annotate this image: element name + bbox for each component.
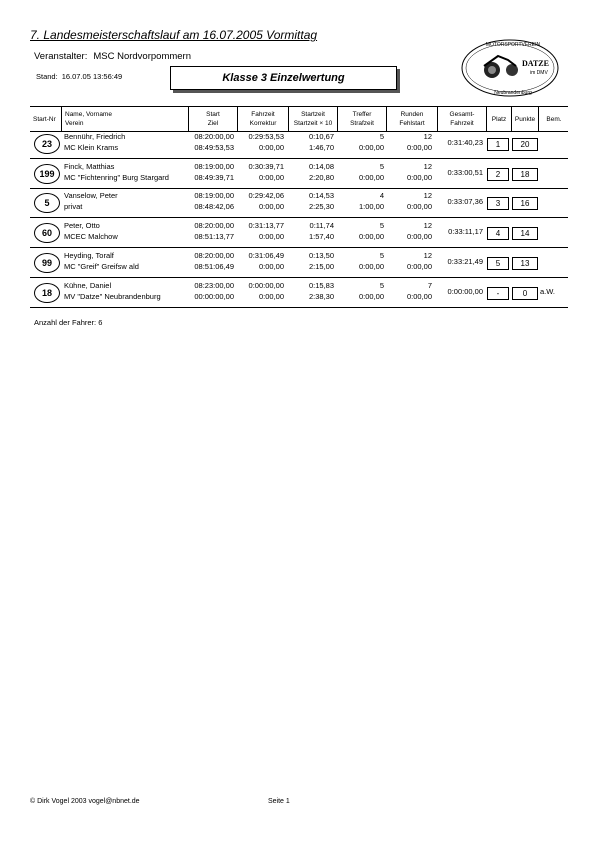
penalty-time: 0:00,00 xyxy=(358,173,384,182)
row-divider xyxy=(30,277,568,278)
status-timestamp xyxy=(36,72,122,81)
ride-time: 0:29:42,06 xyxy=(248,191,284,200)
start-number-badge: 60 xyxy=(34,223,60,243)
rider-club: MV "Datze" Neubrandenburg xyxy=(64,292,161,301)
table-row xyxy=(30,250,568,278)
points-box: 16 xyxy=(512,197,538,210)
header-fahrzeit xyxy=(237,107,288,131)
start-time: 08:20:00,00 xyxy=(194,132,234,141)
ride-time: 0:31:06,49 xyxy=(248,251,284,260)
ride-time: 0:30:39,71 xyxy=(248,162,284,171)
header-fahrzeit-line2: Korrektur xyxy=(249,120,277,127)
header-startnr: Start-Nr xyxy=(33,115,56,123)
false-start: 0:00,00 xyxy=(406,262,432,271)
points-box: 18 xyxy=(512,168,538,181)
finish-time: 08:49:39,71 xyxy=(194,173,234,182)
total-time: 0:33:00,51 xyxy=(447,168,483,177)
place-box: 1 xyxy=(487,138,509,151)
start-number-badge: 18 xyxy=(34,283,60,303)
header-gesamt xyxy=(437,107,486,131)
place-box: 2 xyxy=(487,168,509,181)
header-runden-line2: Fehlstart xyxy=(399,120,425,127)
total-time: 0:00:00,00 xyxy=(447,287,483,296)
start-time-penalty: 0:13,50 xyxy=(308,251,334,260)
rider-name: Heyding, Toralf xyxy=(64,251,114,260)
header-punkte: Punkte xyxy=(511,107,538,131)
organizer xyxy=(34,51,191,62)
correction-time: 0:00,00 xyxy=(258,143,284,152)
rider-name: Finck, Matthias xyxy=(64,162,115,171)
finish-time: 08:49:53,53 xyxy=(194,143,234,152)
start-time-x10: 2:15,00 xyxy=(308,262,334,271)
footer-page: Seite 1 xyxy=(268,798,290,805)
rider-name: Peter, Otto xyxy=(64,221,100,230)
table-row xyxy=(30,190,568,218)
table-row xyxy=(30,131,568,159)
logo-bottom-text: Neubrandenburg xyxy=(494,90,532,96)
laps: 12 xyxy=(423,191,432,200)
stand-label: Stand: xyxy=(36,72,58,81)
start-time: 08:23:00,00 xyxy=(194,281,234,290)
header-bem: Bem. xyxy=(538,107,569,131)
start-time-penalty: 0:10,67 xyxy=(308,132,334,141)
remark: a.W. xyxy=(540,287,556,296)
header-name-line1: Name, Vorname xyxy=(65,111,112,118)
place-box: - xyxy=(487,287,509,300)
table-row xyxy=(30,280,568,308)
start-time: 08:20:00,00 xyxy=(194,221,234,230)
laps: 7 xyxy=(427,281,432,290)
logo-top-text: MOTORSPORTVEREIN xyxy=(485,42,541,48)
header-gesamt-line1: Gesamt- xyxy=(449,111,475,118)
hits: 5 xyxy=(379,132,384,141)
header-startzeit xyxy=(288,107,337,131)
total-time: 0:33:07,36 xyxy=(447,197,483,206)
header-treffer xyxy=(337,107,386,131)
start-time-penalty: 0:15,83 xyxy=(308,281,334,290)
start-time-x10: 2:38,30 xyxy=(308,292,334,301)
false-start: 0:00,00 xyxy=(406,232,432,241)
start-time-x10: 1:46,70 xyxy=(308,143,334,152)
false-start: 0:00,00 xyxy=(406,292,432,301)
hits: 5 xyxy=(379,251,384,260)
organizer-label: Veranstalter: xyxy=(34,51,88,62)
svg-text:DATZE: DATZE xyxy=(522,59,549,68)
hits: 5 xyxy=(379,281,384,290)
header-platz: Platz xyxy=(486,107,511,131)
penalty-time: 0:00,00 xyxy=(358,262,384,271)
total-time: 0:31:40,23 xyxy=(447,138,483,147)
ride-time: 0:00:00,00 xyxy=(248,281,284,290)
finish-time: 00:00:00,00 xyxy=(194,292,234,301)
header-fahrzeit-line1: Fahrzeit xyxy=(251,111,275,118)
ride-time: 0:29:53,53 xyxy=(248,132,284,141)
header-startzeit-line1: Startzeit xyxy=(301,111,325,118)
hits: 5 xyxy=(379,162,384,171)
place-box: 4 xyxy=(487,227,509,240)
start-time-penalty: 0:14,08 xyxy=(308,162,334,171)
header-startzeit-line2: Startzeit × 10 xyxy=(293,120,333,127)
points-box: 13 xyxy=(512,257,538,270)
footer-copyright: © Dirk Vogel 2003 vogel@nbnet.de xyxy=(30,798,140,805)
laps: 12 xyxy=(423,162,432,171)
header-gesamt-line2: Fahrzeit xyxy=(450,120,474,127)
penalty-time: 0:00,00 xyxy=(358,232,384,241)
header-name-line2: Verein xyxy=(65,120,84,127)
place-box: 3 xyxy=(487,197,509,210)
start-number-badge: 5 xyxy=(34,193,60,213)
rider-count: Anzahl der Fahrer: 6 xyxy=(34,318,103,327)
total-time: 0:33:21,49 xyxy=(447,257,483,266)
logo-side-text: im DMV xyxy=(530,70,548,76)
header-runden xyxy=(386,107,437,131)
points-box: 20 xyxy=(512,138,538,151)
class-title: Klasse 3 Einzelwertung xyxy=(222,72,345,84)
row-divider xyxy=(30,307,568,308)
ride-time: 0:31:13,77 xyxy=(248,221,284,230)
rider-club: privat xyxy=(64,202,83,211)
start-number-badge: 199 xyxy=(34,164,60,184)
header-treffer-line1: Treffer xyxy=(352,111,372,118)
header-treffer-line2: Strafzeit xyxy=(350,120,374,127)
table-row xyxy=(30,220,568,248)
rider-club: MC Klein Krams xyxy=(64,143,119,152)
page-title: 7. Landesmeisterschaftslauf am 16.07.2005 Vormittag xyxy=(30,28,318,42)
hits: 4 xyxy=(379,191,384,200)
penalty-time: 0:00,00 xyxy=(358,143,384,152)
laps: 12 xyxy=(423,251,432,260)
start-time-x10: 1:57,40 xyxy=(308,232,334,241)
header-name xyxy=(61,107,189,131)
laps: 12 xyxy=(423,132,432,141)
correction-time: 0:00,00 xyxy=(258,173,284,182)
row-divider xyxy=(30,217,568,218)
table-header xyxy=(30,106,568,132)
correction-time: 0:00,00 xyxy=(258,262,284,271)
rider-club: MC "Greif" Greifsw ald xyxy=(64,262,139,271)
start-time: 08:20:00,00 xyxy=(194,251,234,260)
start-time-penalty: 0:11,74 xyxy=(309,221,334,230)
correction-time: 0:00,00 xyxy=(258,202,284,211)
rider-name: Bennühr, Friedrich xyxy=(64,132,126,141)
finish-time: 08:48:42,06 xyxy=(194,202,234,211)
hits: 5 xyxy=(379,221,384,230)
stand-value: 16.07.05 13:56:49 xyxy=(61,72,123,81)
rider-name: Kühne, Daniel xyxy=(64,281,112,290)
start-time: 08:19:00,00 xyxy=(194,162,234,171)
class-title-box xyxy=(170,66,397,90)
start-number-badge: 23 xyxy=(34,134,60,154)
header-start xyxy=(188,107,237,131)
points-box: 0 xyxy=(512,287,538,300)
laps: 12 xyxy=(423,221,432,230)
start-time-x10: 2:25,30 xyxy=(308,202,334,211)
finish-time: 08:51:13,77 xyxy=(194,232,234,241)
header-runden-line1: Runden xyxy=(400,111,424,118)
total-time: 0:33:11,17 xyxy=(448,227,483,236)
rider-club: MC "Fichtenring" Burg Stargard xyxy=(64,173,169,182)
place-box: 5 xyxy=(487,257,509,270)
rider-club: MCEC Malchow xyxy=(64,232,118,241)
organizer-value: MSC Nordvorpommern xyxy=(93,51,192,62)
penalty-time: 1:00,00 xyxy=(358,202,384,211)
header-start-line2: Ziel xyxy=(207,120,219,127)
row-divider xyxy=(30,247,568,248)
header-start-line1: Start xyxy=(206,111,220,118)
start-time-x10: 2:20,80 xyxy=(308,173,334,182)
row-divider xyxy=(30,158,568,159)
finish-time: 08:51:06,49 xyxy=(194,262,234,271)
start-time: 08:19:00,00 xyxy=(194,191,234,200)
row-divider xyxy=(30,188,568,189)
penalty-time: 0:00,00 xyxy=(358,292,384,301)
false-start: 0:00,00 xyxy=(406,202,432,211)
false-start: 0:00,00 xyxy=(406,143,432,152)
start-number-badge: 99 xyxy=(34,253,60,273)
correction-time: 0:00,00 xyxy=(258,232,284,241)
start-time-penalty: 0:14,53 xyxy=(308,191,334,200)
false-start: 0:00,00 xyxy=(406,173,432,182)
correction-time: 0:00,00 xyxy=(258,292,284,301)
table-row xyxy=(30,161,568,189)
rider-name: Vanselow, Peter xyxy=(64,191,118,200)
points-box: 14 xyxy=(512,227,538,240)
